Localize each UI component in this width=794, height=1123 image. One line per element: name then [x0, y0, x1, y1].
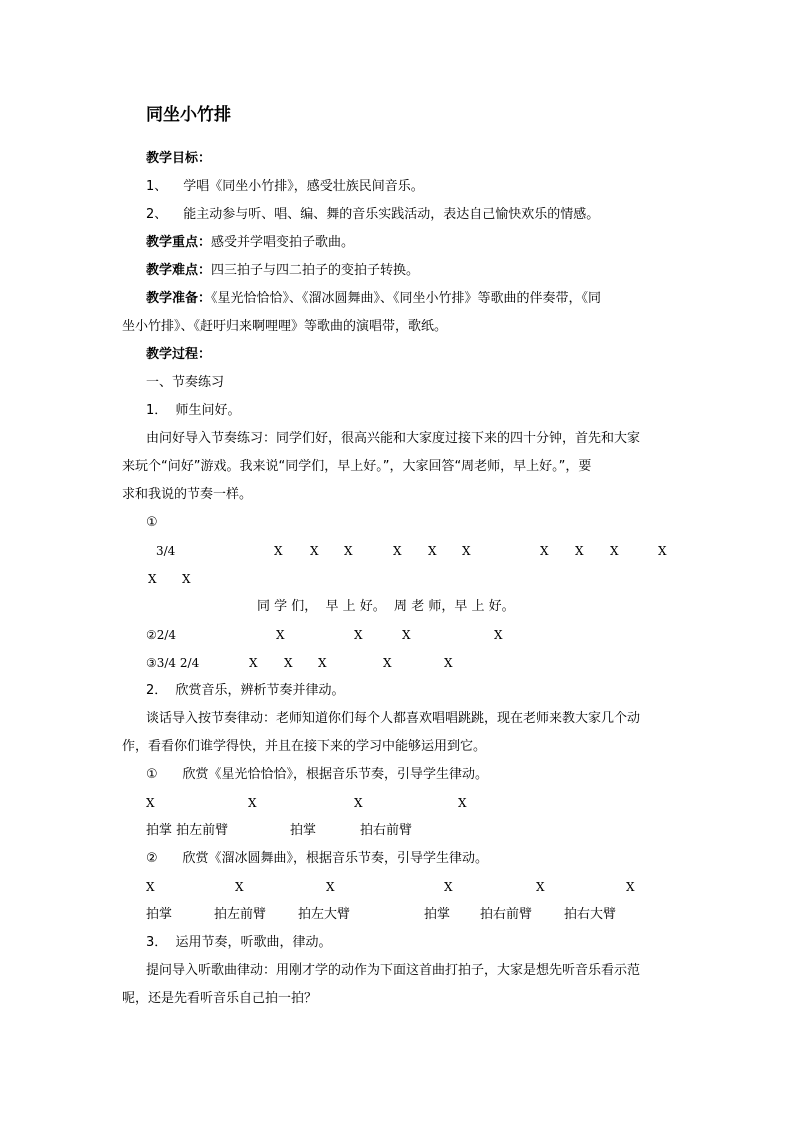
section-1-heading: 一、节奏练习	[146, 375, 225, 390]
rhythm-1-marker: ①	[146, 515, 158, 530]
rhythm-note: X	[284, 656, 293, 670]
goal-2-text: 能主动参与听、唱、编、舞的音乐实践活动，表达自己愉快欢乐的情感。	[183, 207, 600, 222]
action-label: 拍右大臂	[564, 907, 617, 922]
process-heading: 教学过程：	[146, 347, 212, 362]
action-label: 拍右前臂	[360, 823, 413, 838]
rhythm-note: X	[658, 544, 667, 558]
paragraph-2-line-1: 谈话导入按节奏律动：老师知道你们每个人都喜欢唱唱跳跳，现在老师来教大家几个动	[146, 711, 641, 726]
step-1: 1． 师生问好。	[146, 403, 241, 418]
goal-2-number: 2、	[146, 207, 168, 222]
rhythm-note: X	[536, 880, 545, 894]
rhythm-note: X	[444, 656, 453, 670]
rhythm-note: X	[626, 880, 635, 894]
goal-2	[146, 206, 599, 224]
rhythm-1-time-signature: 3/4	[156, 544, 176, 558]
preparation	[146, 290, 601, 308]
difficulty-text: 四三拍子与四二拍子的变拍子转换。	[211, 263, 420, 278]
sub-step-1: ① 欣赏《星光恰恰恰》，根据音乐节奏，引导学生律动。	[146, 767, 488, 782]
rhythm-note: X	[494, 628, 503, 642]
rhythm-note: X	[444, 880, 453, 894]
key-point-text: 感受并学唱变拍子歌曲。	[211, 235, 355, 250]
rhythm-note: X	[276, 628, 285, 642]
rhythm-note: X	[354, 796, 363, 810]
paragraph-1-line-3: 求和我说的节奏一样。	[122, 487, 253, 502]
step-3: 3． 运用节奏，听歌曲，律动。	[146, 935, 332, 950]
rhythm-note: X	[393, 544, 402, 558]
rhythm-note: X	[383, 656, 392, 670]
rhythm-note: X	[248, 796, 257, 810]
rhythm-note: X	[402, 628, 411, 642]
preparation-text-1: 《星光恰恰恰》、《溜冰圆舞曲》、《同坐小竹排》等歌曲的伴奏带，《同	[211, 291, 602, 306]
difficulty	[146, 262, 419, 280]
rhythm-note: X	[182, 572, 191, 586]
paragraph-3-line-2: 呢，还是先看听音乐自己拍一拍？	[122, 991, 318, 1006]
rhythm-note: X	[540, 544, 549, 558]
action-label: 拍左前臂	[214, 907, 267, 922]
key-point	[146, 234, 354, 252]
action-label: 拍右前臂	[480, 907, 533, 922]
goal-1-number: 1、	[146, 179, 168, 194]
rhythm-note: X	[146, 880, 155, 894]
action-label: 拍左大臂	[298, 907, 351, 922]
paragraph-1-line-1: 由问好导入节奏练习：同学们好，很高兴能和大家度过接下来的四十分钟，首先和大家	[146, 431, 641, 446]
paragraph-1-line-2: 来玩个“问好”游戏。我来说“同学们，早上好。”，大家回答“周老师，早上好。”，要	[122, 459, 592, 474]
rhythm-note: X	[326, 880, 335, 894]
action-label: 拍掌	[424, 907, 451, 922]
action-label: 拍掌 拍左前臂	[146, 823, 229, 838]
rhythm-3-time-signature: ③3/4 2/4	[146, 656, 200, 670]
rhythm-note: X	[235, 880, 244, 894]
rhythm-note: X	[462, 544, 471, 558]
rhythm-note: X	[610, 544, 619, 558]
rhythm-note: X	[428, 544, 437, 558]
difficulty-label: 教学难点：	[146, 263, 212, 278]
preparation-label: 教学准备：	[146, 291, 212, 306]
rhythm-note: X	[310, 544, 319, 558]
goal-1	[146, 178, 424, 196]
action-label: 拍掌	[290, 823, 317, 838]
step-2: 2． 欣赏音乐，辨析节奏并律动。	[146, 683, 345, 698]
rhythm-note: X	[458, 796, 467, 810]
rhythm-note: X	[318, 656, 327, 670]
rhythm-note: X	[274, 544, 283, 558]
goals-heading: 教学目标：	[146, 151, 212, 166]
rhythm-note: X	[354, 628, 363, 642]
key-point-label: 教学重点：	[146, 235, 212, 250]
page-title: 同坐小竹排	[146, 105, 231, 125]
sub-step-2: ② 欣赏《溜冰圆舞曲》，根据音乐节奏，引导学生律动。	[146, 851, 488, 866]
rhythm-note: X	[249, 656, 258, 670]
paragraph-3-line-1: 提问导入听歌曲律动：用刚才学的动作为下面这首曲打拍子，大家是想先听音乐看示范	[146, 963, 641, 978]
rhythm-note: X	[148, 572, 157, 586]
rhythm-1-lyric: 同 学 们， 早 上 好。 周 老 师，早 上 好。	[257, 599, 515, 614]
action-label: 拍掌	[146, 907, 173, 922]
preparation-text-2: 坐小竹排》、《赶吁归来啊哩哩》等歌曲的演唱带，歌纸。	[122, 319, 448, 334]
paragraph-2-line-2: 作，看看你们谁学得快，并且在接下来的学习中能够运用到它。	[122, 739, 487, 754]
rhythm-2-time-signature: ②2/4	[146, 628, 177, 642]
rhythm-note: X	[146, 796, 155, 810]
rhythm-note: X	[575, 544, 584, 558]
goal-1-text: 学唱《同坐小竹排》，感受壮族民间音乐。	[183, 179, 424, 194]
rhythm-note: X	[344, 544, 353, 558]
